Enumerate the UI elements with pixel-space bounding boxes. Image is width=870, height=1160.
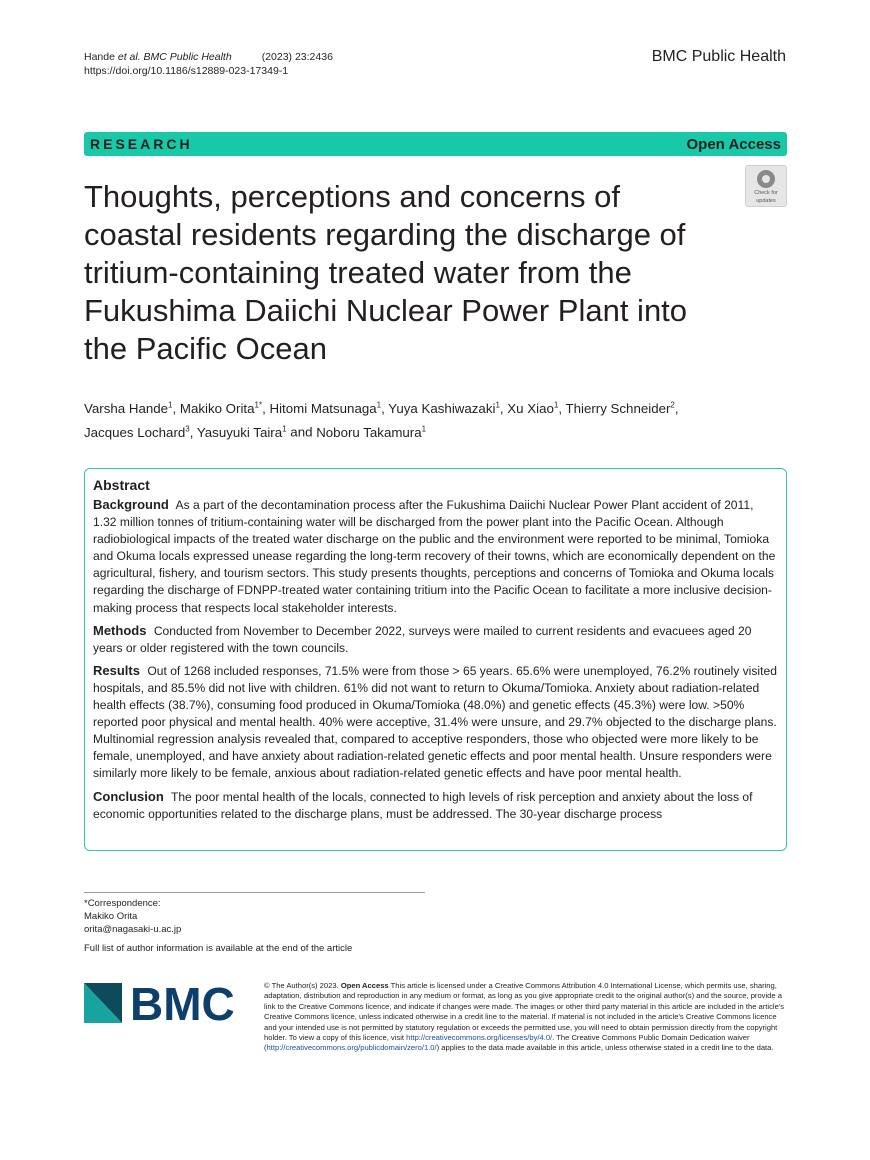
author: Thierry Schneider$^2$, xyxy=(565,401,679,417)
abstract-background: Background As a part of the decontamination process after the Fukushima Daiichi Nuclear Power Plant accident of 2011, 1.32 million tonnes of tritium-containing water will be discharged from the power plant into the Pacific Ocean. Although radiobiological impacts of the treated water discharge on the public and the environment were reported to be minimal, Tomioka and Okuma locals expressed unease regarding the long-term recovery of their towns, which are economically dependent on the agricultural, fishery, and tourism sectors. This study presents thoughts, perceptions and concerns of Tomioka and Okuma locals regarding the discharge of FDNPP-treated water containing tritium into the Pacific Ocean to facilitate a more inclusive decision-making process that respects local stakeholder interests. xyxy=(93,497,776,615)
correspondence-name: Makiko Orita xyxy=(84,911,138,922)
author: Varsha Hande$^1$, xyxy=(84,401,180,417)
results-label: Results xyxy=(93,662,140,678)
citation-line xyxy=(84,50,333,64)
abstract-methods: Methods Conducted from November to December 2022, surveys were mailed to current residents and evacuees aged 20 years or older registered with the town councils. xyxy=(93,622,752,655)
abstract-box xyxy=(84,468,787,851)
author-info-note: Full list of author information is available at the end of the article xyxy=(84,943,353,954)
cc-by-link[interactable]: http://creativecommons.org/licenses/by/4.0/ xyxy=(406,1033,553,1043)
check-updates-line1: Check for xyxy=(754,190,778,196)
header-journal: et al. BMC Public Health xyxy=(117,51,232,63)
correspondence xyxy=(84,897,181,936)
bmc-logo xyxy=(84,981,244,1025)
footnote-divider xyxy=(84,892,425,893)
logo-text: BMC xyxy=(130,981,235,1025)
section-label: RESEARCH xyxy=(90,136,193,152)
article-title: Thoughts, perceptions and concerns of coastal residents regarding the discharge of tritium-containing treated water from the Fukushima Daiichi Nuclear Power Plant into the Pacific Ocean xyxy=(84,179,688,366)
abstract-heading: Abstract xyxy=(93,477,150,493)
cc-zero-link[interactable]: http://creativecommons.org/publicdomain/zero/1.0/ xyxy=(266,1043,437,1053)
copyright: © The Author(s) 2023. xyxy=(264,981,339,990)
author: Noboru Takamura$^1$ xyxy=(316,424,427,440)
section-banner xyxy=(84,132,787,156)
journal-name: BMC Public Health xyxy=(651,48,786,65)
author-list xyxy=(84,396,774,443)
check-updates-icon xyxy=(757,170,775,188)
abstract-conclusion: Conclusion The poor mental health of the locals, connected to high levels of risk perception and anxiety about the loss of economic opportunities related to the discharge plans, must be addressed. The 30-year discharge process xyxy=(93,788,753,821)
author: Jacques Lochard$^3$, xyxy=(84,424,197,440)
header-first-author: Hande xyxy=(84,51,115,63)
correspondence-email[interactable]: orita@nagasaki-u.ac.jp xyxy=(84,924,182,935)
authors-and: and xyxy=(290,424,313,440)
author: Makiko Orita$^{1*}$, xyxy=(179,401,270,417)
conclusion-label: Conclusion xyxy=(93,788,164,804)
abstract-results: Results Out of 1268 included responses, 71.5% were from those > 65 years. 65.6% were unemployed, 76.2% routinely visited hospitals, and 85.5% did not live with children. 61% did not want to return to Okuma/Tomioka. Anxiety about radiation-related health effects (38.7%), consuming food produced in Okuma/Tomioka (48.0%) and genetic effects (45.3%) were low. >50% reported poor physical and mental health. 40% were acceptive, 31.4% were unsure, and 29.7% objected to the discharge plans. Multinomial regression analysis revealed that, compared to acceptive responders, those who objected were more likely to be female, unemployed, and have anxiety about radiation-related genetic effects and poor mental health. Unsure responders were similarly more likely to be female, anxious about radiation-related genetic effects and have poor mental health. xyxy=(93,662,777,781)
correspondence-label: *Correspondence: xyxy=(84,898,161,909)
background-label: Background xyxy=(93,497,169,512)
license-statement: © The Author(s) 2023. Open Access This article is licensed under a Creative Commons Attribution 4.0 International License, which permits use, sharing, adaptation, distribution and reproduction in any medium or format, as long as you give appropriate credit to the original author(s) and the source, provide a link to the Creative Commons licence, and indicate if changes were made. The images or other third party material in this article are included in the article's Creative Commons licence, unless indicated otherwise in a credit line to the material. If material is not included in the article's Creative Commons licence and your intended use is not permitted by statutory regulation or exceeds the permitted use, you will need to obtain permission directly from the copyright holder. To view a copy of this licence, visit http://creativecommons.org/licenses/by/4.0/. The Creative Commons Public Domain Dedication waiver (http://creativecommons.org/publicdomain/zero/1.0/) applies to the data made available in this article, unless otherwise stated in a credit line to the data. xyxy=(264,981,785,1053)
methods-label: Methods xyxy=(93,622,147,638)
license-open-access: Open Access xyxy=(340,981,389,990)
header-doi[interactable]: https://doi.org/10.1186/s12889-023-17349-1 xyxy=(84,65,289,77)
open-access-label: Open Access xyxy=(686,136,781,153)
author: Hitomi Matsunaga$^1$, xyxy=(269,401,389,417)
check-updates-line2: updates xyxy=(756,198,776,204)
check-for-updates-button[interactable] xyxy=(745,165,787,207)
header-year-volume: (2023) 23:2436 xyxy=(261,51,333,63)
running-header xyxy=(84,50,333,78)
author: Yasuyuki Taira$^1$ xyxy=(196,424,287,440)
author: Yuya Kashiwazaki$^1$, xyxy=(388,401,508,417)
author: Xu Xiao$^1$, xyxy=(507,401,566,417)
